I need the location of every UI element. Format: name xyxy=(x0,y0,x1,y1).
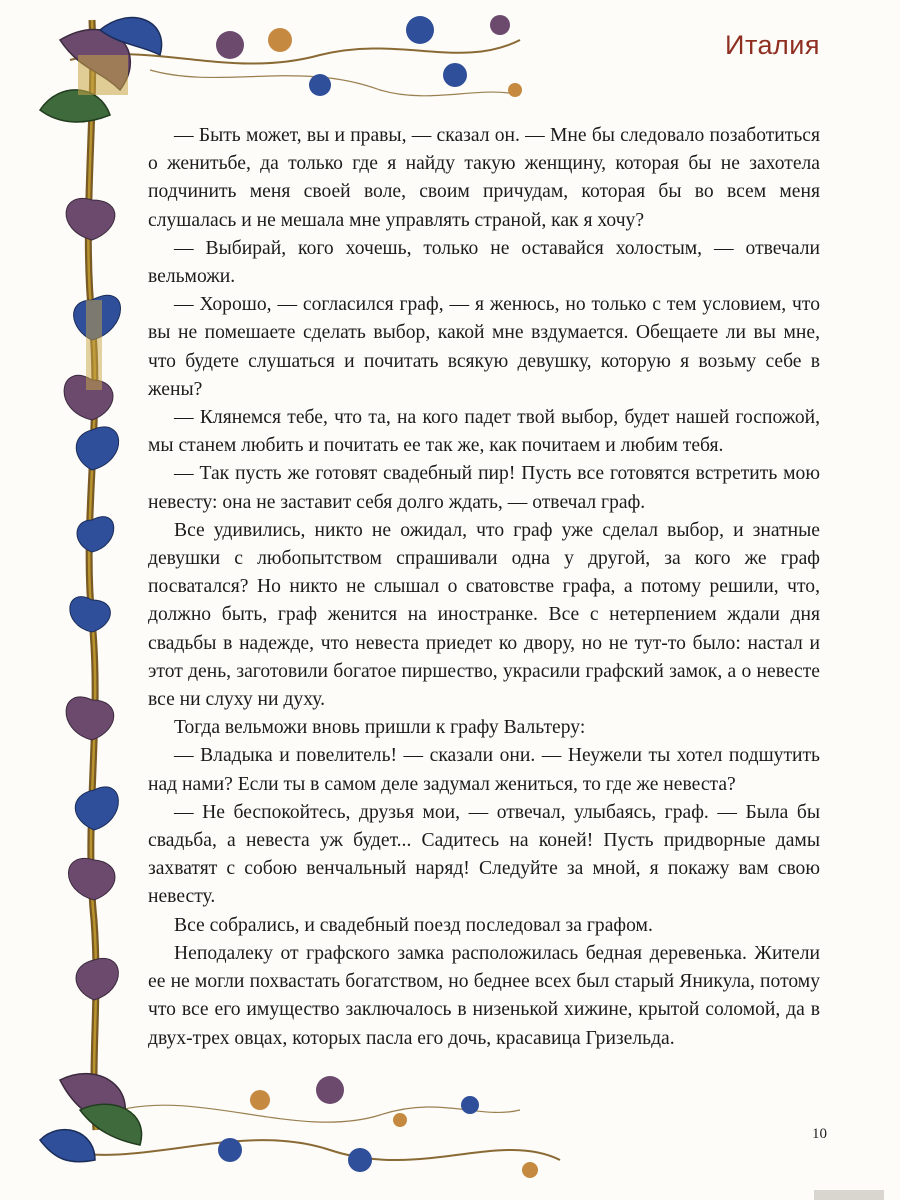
page-edge-mark xyxy=(814,1190,884,1200)
leaf-purple xyxy=(60,30,130,90)
paragraph: — Не беспокойтесь, друзья мои, — отвечал, улыбаясь, граф. — Была бы свадьба, а невеста уж будет... Садитесь на коней! Пусть придворные дамы захватят с собою венчальный наряд! Следуйте за мной, я покажу вам свою невесту. xyxy=(148,801,820,908)
paragraph: — Выбирай, кого хочешь, только не оставайся холостым, — отвечали вельможи. xyxy=(148,237,820,288)
paragraph: — Хорошо, — согласился граф, — я женюсь, но только с тем условием, что вы не помешаете сделать выбор, какой мне вздумается. Обещаете ли вы мне, что будете слушаться и почитать всякую девушку, которую я возьму себе в жены? xyxy=(148,294,820,400)
paragraph: — Клянемся тебе, что та, на кого падет твой выбор, будет нашей госпожой, мы станем любить и почитать ее так же, как почитаем и любим тебя. xyxy=(148,407,820,457)
body-text xyxy=(148,122,820,1053)
paragraph: Неподалеку от графского замка расположилась бедная деревенька. Жители ее не могли похвастать богатством, но беднее всех был старый Яникула, потому что все его имущество заключалось в низенькой хижине, крытой соломой, да в двух-трех овцах, которых пасла его дочь, красавица Гризельда. xyxy=(148,942,820,1049)
paragraph: Тогда вельможи вновь пришли к графу Вальтеру: xyxy=(174,717,586,739)
paragraph: — Быть может, вы и правы, — сказал он. — Мне бы следовало позаботиться о женитьбе, да только где я найду такую женщину, которая бы не захотела подчинить меня своей воле, своим причудам, которая бы во всем меня слушалась и не мешала мне управлять страной, как я хочу? xyxy=(148,125,820,231)
page-number: 10 xyxy=(812,1126,827,1142)
border-vine-stem xyxy=(88,20,96,1130)
section-title: Италия xyxy=(725,30,820,60)
gold-panel xyxy=(78,55,128,95)
paragraph: — Так пусть же готовят свадебный пир! Пусть все готовятся встретить мою невесту: она не заставит себя долго ждать, — отвечал граф. xyxy=(148,463,820,513)
border-vine-top xyxy=(70,40,520,64)
leaf-blue xyxy=(100,18,162,55)
paragraph: Все собрались, и свадебный поезд последовал за графом. xyxy=(174,914,653,936)
paragraph: — Владыка и повелитель! — сказали они. — Неужели ты хотел подшутить над нами? Если ты в самом деле задумал жениться, то где же невеста? xyxy=(148,745,820,795)
paragraph: Все удивились, никто не ожидал, что граф уже сделал выбор, и знатные девушки с любопытством спрашивали одна у другой, за кого же граф посватался? Но никто не слышал о сватовстве графа, а потому решили, что, должно быть, граф женится на иностранке. Все с нетерпением ждали дня свадьбы в надежде, что невеста приедет ко двору, но не тут-то было: настал и этот день, заготовили богатое пиршество, украсили графский замок, а о невесте все ни слуху ни духу. xyxy=(148,519,820,711)
border-vine-bottom xyxy=(60,1140,560,1160)
leaf-green xyxy=(40,90,110,122)
